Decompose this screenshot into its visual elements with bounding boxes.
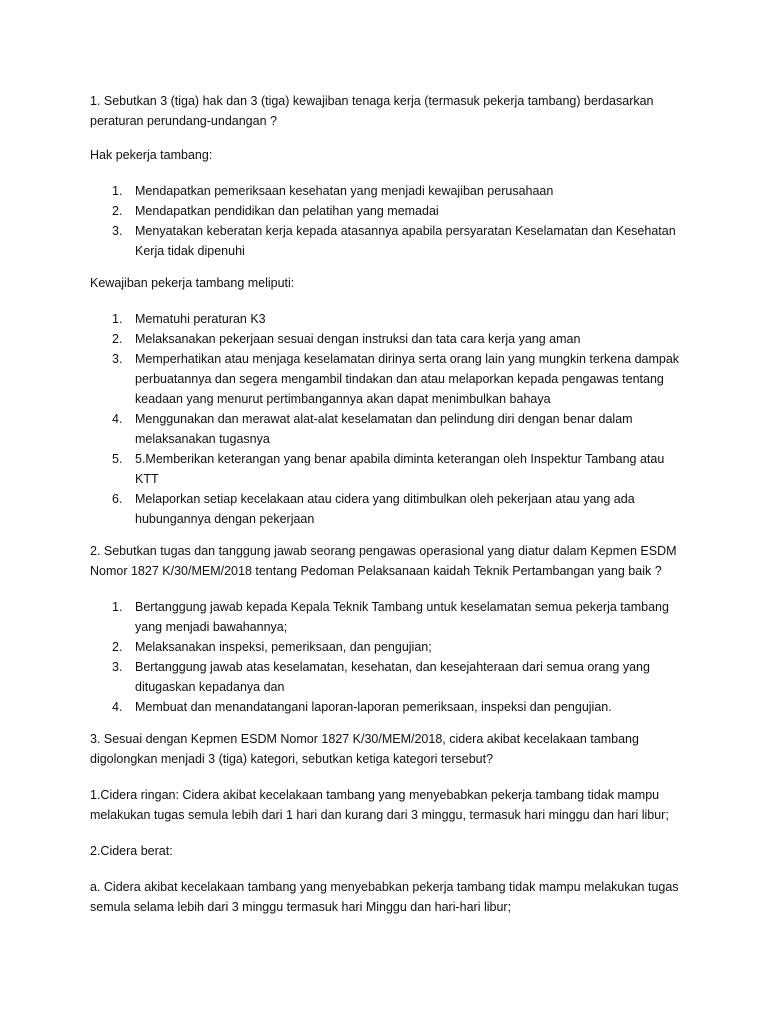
item-number: 1. — [112, 184, 123, 198]
item-text: Membuat dan menandatangani laporan-laporan pemeriksaan, inspeksi dan pengujian. — [135, 700, 612, 714]
item-number: 2. — [112, 640, 123, 654]
question-1: 1. Sebutkan 3 (tiga) hak dan 3 (tiga) kewajiban tenaga kerja (termasuk pekerja tambang) berdasarkan peraturan perundang-undangan ? — [90, 94, 654, 128]
question-3: 3. Sesuai dengan Kepmen ESDM Nomor 1827 K/30/MEM/2018, cidera akibat kecelakaan tambang digolongkan menjadi 3 (tiga) kategori, sebutkan ketiga kategori tersebut? — [90, 732, 639, 766]
list-item — [90, 697, 690, 717]
item-number: 2. — [112, 332, 123, 346]
list-item — [90, 221, 690, 261]
item-number: 3. — [112, 660, 123, 674]
list-item — [90, 409, 690, 449]
item-number: 6. — [112, 492, 123, 506]
list-item — [90, 349, 690, 409]
duties-heading: Kewajiban pekerja tambang meliputi: — [90, 276, 295, 290]
list-item — [90, 201, 690, 221]
item-text: Melaksanakan pekerjaan sesuai dengan instruksi dan tata cara kerja yang aman — [135, 332, 581, 346]
item-text: Bertanggung jawab kepada Kepala Teknik Tambang untuk keselamatan semua pekerja tambang yang menjadi bawahannya; — [135, 600, 669, 634]
item-number: 1. — [112, 600, 123, 614]
item-text: Menggunakan dan merawat alat-alat keselamatan dan pelindung diri dengan benar dalam melaksanakan tugasnya — [135, 412, 633, 446]
duties-list — [90, 309, 690, 529]
list-item — [90, 597, 690, 637]
item-text: Mendapatkan pendidikan dan pelatihan yang memadai — [135, 204, 439, 218]
document-page — [90, 91, 690, 933]
item-text: Memperhatikan atau menjaga keselamatan dirinya serta orang lain yang mungkin terkena dampak perbuatannya dan segera mengambil tindakan dan atau melaporkan kepada pengawas tentang keadaan yang menurut pertimbangannya akan dapat menimbulkan bahaya — [135, 352, 680, 406]
rights-heading: Hak pekerja tambang: — [90, 148, 213, 162]
item-number: 2. — [112, 204, 123, 218]
item-number: 1. — [112, 312, 123, 326]
item-number: 5. — [112, 452, 123, 466]
item-text: Melaporkan setiap kecelakaan atau cidera yang ditimbulkan oleh pekerjaan atau yang ada hubungannya dengan pekerjaan — [135, 492, 635, 526]
item-text: 5.Memberikan keterangan yang benar apabila diminta keterangan oleh Inspektur Tambang atau KTT — [135, 452, 665, 486]
list-item — [90, 329, 690, 349]
list-item — [90, 489, 690, 529]
list-item — [90, 181, 690, 201]
item-number: 4. — [112, 412, 123, 426]
item-number: 3. — [112, 352, 123, 366]
question-2: 2. Sebutkan tugas dan tanggung jawab seorang pengawas operasional yang diatur dalam Kepmen ESDM Nomor 1827 K/30/MEM/2018 tentang Pedoman Pelaksanaan kaidah Teknik Pertambangan yang baik ? — [90, 544, 677, 578]
item-text: Mematuhi peraturan K3 — [135, 312, 266, 326]
list-item — [90, 637, 690, 657]
item-text: Mendapatkan pemeriksaan kesehatan yang menjadi kewajiban perusahaan — [135, 184, 554, 198]
item-text: Melaksanakan inspeksi, pemeriksaan, dan pengujian; — [135, 640, 432, 654]
supervisor-duties-list — [90, 597, 690, 717]
item-text: Menyatakan keberatan kerja kepada atasannya apabila persyaratan Keselamatan dan Kesehatan Kerja tidak dipenuhi — [135, 224, 676, 258]
list-item — [90, 657, 690, 697]
list-item — [90, 449, 690, 489]
item-text: Bertanggung jawab atas keselamatan, kesehatan, dan kesejahteraan dari semua orang yang ditugaskan kepadanya dan — [135, 660, 650, 694]
heavy-injury-heading: 2.Cidera berat: — [90, 844, 173, 858]
light-injury-definition: 1.Cidera ringan: Cidera akibat kecelakaan tambang yang menyebabkan pekerja tambang tidak mampu melakukan tugas semula lebih dari 1 hari dan kurang dari 3 minggu, termasuk hari minggu dan hari libur; — [90, 788, 669, 822]
heavy-injury-definition-a: a. Cidera akibat kecelakaan tambang yang menyebabkan pekerja tambang tidak mampu melakukan tugas semula selama lebih dari 3 minggu termasuk hari Minggu dan hari-hari libur; — [90, 880, 679, 914]
item-number: 3. — [112, 224, 123, 238]
item-number: 4. — [112, 700, 123, 714]
list-item — [90, 309, 690, 329]
rights-list — [90, 181, 690, 261]
